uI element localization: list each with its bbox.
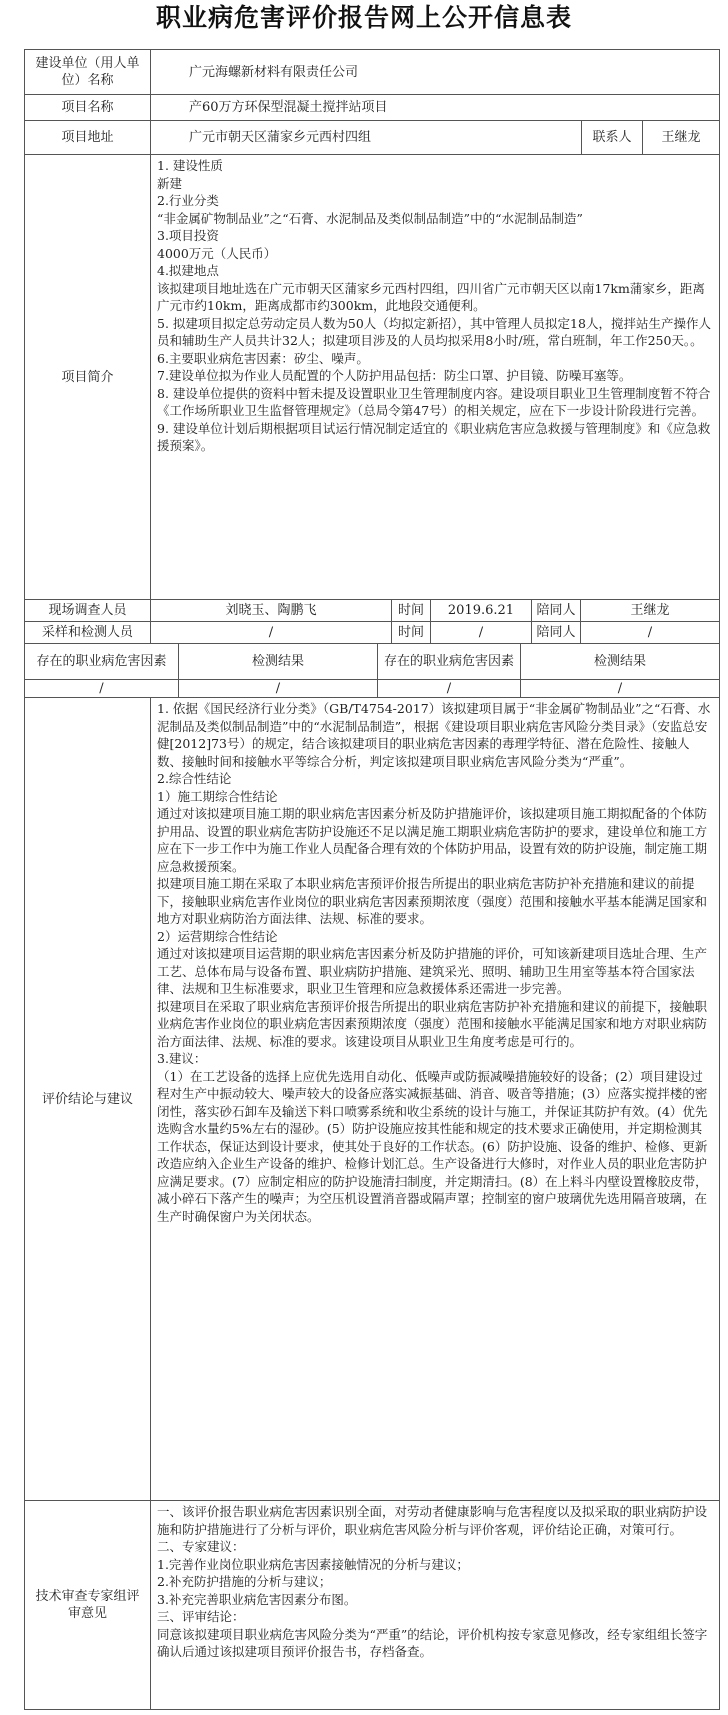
- expert-label: 技术审查专家组评审意见: [24, 1500, 151, 1710]
- intro-line: 9. 建设单位计划后期根据项目试运行情况制定适宜的《职业病危害应急救援与管理制度》和《应急救援预案》。: [157, 420, 711, 453]
- address-label: 项目地址: [24, 120, 151, 155]
- sample-accompany-label: 陪同人: [531, 621, 581, 644]
- intro-line: “非金属矿物制品业”之“石膏、水泥制品及类似制品制造”中的“水泥制品制造”: [157, 210, 583, 226]
- project-label: 项目名称: [24, 94, 151, 121]
- expert-content: [150, 1500, 720, 1710]
- hazard-label-1: 存在的职业病危害因素: [24, 643, 179, 680]
- intro-line: 4000万元（人民币）: [157, 245, 277, 261]
- intro-line: 新建: [157, 175, 183, 191]
- eval-label: 评价结论与建议: [24, 697, 151, 1501]
- expert-line: 2.补充防护措施的分析与建议；: [157, 1574, 332, 1589]
- sample-accompany: /: [580, 621, 720, 644]
- eval-paragraph: 2）运营期综合性结论: [157, 928, 278, 944]
- survey-time-label: 时间: [391, 599, 431, 622]
- intro-line: 6.主要职业病危害因素：矽尘、噪声。: [157, 350, 369, 366]
- sample-time-label: 时间: [391, 621, 431, 644]
- sample-value: /: [150, 621, 392, 644]
- survey-value: 刘晓玉、陶鹏飞: [150, 599, 392, 622]
- survey-label: 现场调查人员: [24, 599, 151, 622]
- eval-paragraph: 拟建项目在采取了职业病危害预评价报告所提出的职业病危害防护补充措施和建议的前提下，接触职业病危害作业岗位的职业病危害因素预期浓度（强度）范围和接触水平能满足国家和地方对职业病防治方面法律、法规、标准的要求。该建设项目从职业卫生角度考虑是可行的。: [157, 998, 708, 1049]
- expert-line: 3.补充完善职业病危害因素分布图。: [157, 1591, 357, 1607]
- hazard-value-1: /: [24, 679, 179, 698]
- result-value-1: /: [178, 679, 378, 698]
- eval-paragraph: （1）在工艺设备的选择上应优先选用自动化、低噪声或防振减噪措施较好的设备；(2）项目建设过程对生产中振动较大、噪声较大的设备应落实减振基础、消音、吸音等措施；(3）应落实搅拌楼的密闭性，落实砂石卸车及输送下料口喷雾系统和收尘系统的设计与施工，并保证其防护有效。(4）优先选购含水量约5%左右的湿砂。(5）防护设施应按其性能和规定的技术要求正确使用，并定期检测其工作状态，保证达到设计要求，使其处于良好的工作状态。(6）防护设施、设备的维护、检修、更新改造应纳入企业生产设备的维护、检修计划汇总。生产设备进行大修时，对作业人员的职业危害防护应满足要求。(7）应制定相应的防护设施清扫制度，并定期清扫。(8）在上料斗内壁设置橡胶皮带，减小碎石下落产生的噪声；为空压机设置消音器或隔声罩；控制室的窗户玻璃优先选用隔音玻璃，在生产时确保窗户为关闭状态。: [157, 1068, 708, 1224]
- unit-value: 广元海螺新材料有限责任公司: [150, 49, 720, 95]
- intro-line: 该拟建项目地址选在广元市朝天区蒲家乡元西村四组，四川省广元市朝天区以南17km蒲家乡，距离广元市约10km，距离成都市约300km，此地段交通便利。: [157, 280, 705, 313]
- intro-line: 5. 拟建项目拟定总劳动定员人数为50人（均拟定新招），其中管理人员拟定18人，搅拌站生产操作人员和辅助生产人员共计32人；拟建项目涉及的人员均拟采用8小时/班，常白班制，年工作250天。。: [157, 315, 711, 348]
- eval-paragraph: 2.综合性结论: [157, 771, 232, 786]
- intro-line: 7.建设单位拟为作业人员配置的个人防护用品包括：防尘口罩、护目镜、防噪耳塞等。: [157, 368, 632, 383]
- page-title: 职业病危害评价报告网上公开信息表: [155, 3, 572, 32]
- intro-line: 1. 建设性质: [157, 158, 223, 173]
- expert-line: 三、评审结论：: [157, 1609, 245, 1624]
- contact-value: 王继龙: [642, 120, 720, 155]
- intro-line: 2.行业分类: [157, 193, 219, 208]
- project-value: 产60万方环保型混凝土搅拌站项目: [150, 94, 720, 121]
- intro-line: 3.项目投资: [157, 228, 219, 243]
- hazard-value-2: /: [377, 679, 521, 698]
- eval-paragraph: 1）施工期综合性结论: [157, 788, 278, 804]
- sample-label: 采样和检测人员: [24, 621, 151, 644]
- eval-paragraph: 通过对该拟建项目运营期的职业病危害因素分析及防护措施的评价，可知该新建项目选址合理、生产工艺、总体布局与设备布置、职业病防护措施、建筑采光、照明、辅助卫生用室等基本符合国家法律、法规和卫生标准要求，职业卫生管理和应急救援体系还需进一步完善。: [157, 946, 708, 996]
- intro-label: 项目简介: [24, 154, 151, 600]
- eval-content: [150, 697, 720, 1501]
- unit-label: 建设单位（用人单位）名称: [24, 49, 151, 95]
- survey-accompany: 王继龙: [580, 599, 720, 622]
- result-value-2: /: [520, 679, 720, 698]
- eval-paragraph: 3.建议：: [157, 1051, 207, 1066]
- intro-line: 8. 建设单位提供的资料中暂未提及设置职业卫生管理制度内容。建设项目职业卫生管理制度暂不符合《工作场所职业卫生监督管理规定》（总局令第47号）的相关规定，应在下一步设计阶段进行完善。: [157, 385, 711, 418]
- survey-time: 2019.6.21: [430, 599, 532, 622]
- intro-content: [150, 154, 720, 600]
- result-label-1: 检测结果: [178, 643, 378, 680]
- expert-line: 1.完善作业岗位职业病危害因素接触情况的分析与建议；: [157, 1556, 469, 1572]
- contact-label: 联系人: [581, 120, 643, 155]
- expert-line: 一、该评价报告职业病危害因素识别全面，对劳动者健康影响与危害程度以及拟采取的职业病防护设施和防护措施进行了分析与评价，职业病危害风险分析与评价客观，评价结论正确，对策可行。: [157, 1504, 708, 1537]
- eval-paragraph: 1. 依据《国民经济行业分类》（GB/T4754-2017）该拟建项目属于“非金属矿物制品业”之“石膏、水泥制品及类似制品制造”中的“水泥制品制造”，根据《建设项目职业病危害风险分类目录》（安监总安健[2012]73号）的规定，结合该拟建项目的职业病危害因素的毒理学特征、潜在危险性、接触人数、接触时间和接触水平等综合分析，判定该拟建项目职业病危害风险分类为“严重”。: [157, 701, 711, 769]
- eval-paragraph: 通过对该拟建项目施工期的职业病危害因素分析及防护措施评价，该拟建项目施工期拟配备的个体防护用品、设置的职业病危害防护设施还不足以满足施工期职业病危害防护的要求，建设单位和施工方应在下一步工作中为施工作业人员配备合理有效的个体防护用品，设置有效的防护设施，制定施工期应急救援预案。: [157, 806, 708, 874]
- address-value: 广元市朝天区蒲家乡元西村四组: [150, 120, 582, 155]
- expert-line: 二、专家建议：: [157, 1539, 245, 1554]
- eval-paragraph: 拟建项目施工期在采取了本职业病危害预评价报告所提出的职业病危害防护补充措施和建议的前提下，接触职业病危害作业岗位的职业病危害因素预期浓度（强度）范围和接触水平基本能满足国家和地方对职业病防治方面法律、法规、标准的要求。: [157, 876, 708, 926]
- hazard-label-2: 存在的职业病危害因素: [377, 643, 521, 680]
- sample-time: /: [430, 621, 532, 644]
- expert-line: 同意该拟建项目职业病危害风险分类为“严重”的结论，评价机构按专家意见修改，经专家组组长签字确认后通过该拟建项目预评价报告书，存档备查。: [157, 1626, 708, 1659]
- intro-line: 4.拟建地点: [157, 263, 219, 278]
- result-label-2: 检测结果: [520, 643, 720, 680]
- survey-accompany-label: 陪同人: [531, 599, 581, 622]
